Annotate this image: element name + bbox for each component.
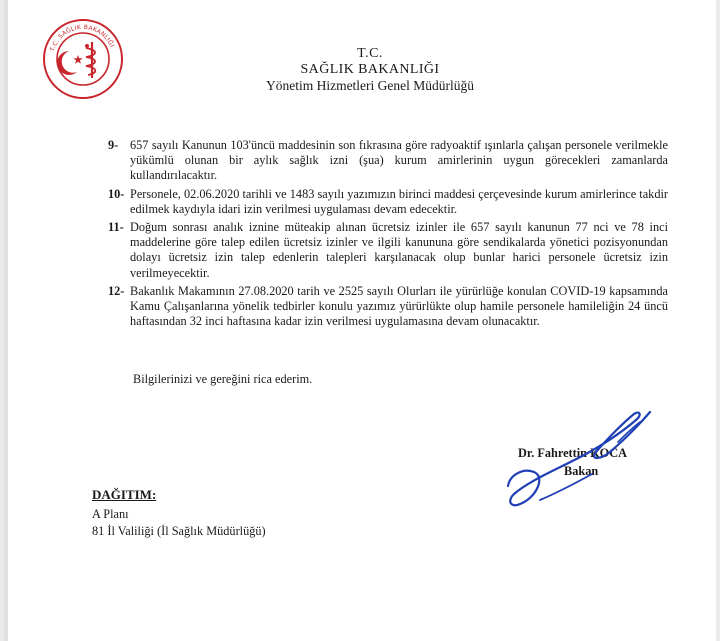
closing-sentence: Bilgilerinizi ve gereğini rica ederim. xyxy=(133,372,313,386)
item-text: 657 sayılı Kanunun 103'üncü maddesinin son fıkrasına göre radyoaktif ışınlarla çalışan personele verilmekle yükümlü olunan bir aylık sağlık izni (şua) kurum amirlerinin uygun görecekleri zamanlarda kullandırılacaktır. xyxy=(130,138,668,183)
signatory-name: Dr. Fahrettin KOCA xyxy=(518,446,627,460)
header-ministry: SAĞLIK BAKANLIĞI xyxy=(300,62,440,77)
distribution-line: A Planı xyxy=(92,507,129,521)
list-item xyxy=(108,220,668,281)
item-text: Personele, 02.06.2020 tarihli ve 1483 sayılı yazımızın birinci maddesi çerçevesinde kurum amirlerince takdir edilmek kaydıyla idari izin verilmesi uygulaması devam edecektir. xyxy=(130,186,668,216)
list-item xyxy=(108,187,668,217)
svg-text:T.C. SAĞLIK BAKANLIĞI: T.C. SAĞLIK BAKANLIĞI xyxy=(49,23,116,53)
distribution-heading: DAĞITIM: xyxy=(92,487,157,502)
signatory-title: Bakan xyxy=(564,464,599,478)
header-country: T.C. xyxy=(357,46,383,61)
item-number: 12- xyxy=(108,283,125,298)
item-text: Bakanlık Makamının 27.08.2020 tarih ve 2525 sayılı Olurları ile yürürlüğe konulan COVID-19 kapsamında Kamu Çalışanlarına yönelik tedbirler konulu yazımız yürürlükte olup hamile personele hamileliğin 24 üncü haftasından 32 inci haftasına kadar izin verilmesi uygulamasına devam olunacaktır. xyxy=(130,283,668,329)
list-item xyxy=(108,284,668,330)
item-number: 9- xyxy=(108,138,119,152)
document-page xyxy=(4,0,716,641)
handwritten-signature-icon xyxy=(500,398,662,520)
ministry-seal-icon xyxy=(42,18,124,100)
item-text: Doğum sonrası analık iznine müteakip alınan ücretsiz izinler ile 657 sayılı kanunun 77 nci ve 78 inci maddelerine göre talep edilen ücretsiz izinler ve ilgili kanununa göre sendikalarda yönetici pozisyonundan dolayı ücretsiz izin talep edenlerin talepleri karşılanacak olup bunlar harici personele ücretsiz izin verilmeyecektir. xyxy=(130,220,668,280)
page-edge xyxy=(4,0,8,641)
item-number: 10- xyxy=(108,186,125,201)
distribution-line: 81 İl Valiliği (İl Sağlık Müdürlüğü) xyxy=(92,524,266,538)
header-department: Yönetim Hizmetleri Genel Müdürlüğü xyxy=(265,78,475,93)
numbered-items xyxy=(108,138,668,332)
item-number: 11- xyxy=(108,220,124,235)
list-item xyxy=(108,138,668,184)
letterhead xyxy=(260,46,480,94)
